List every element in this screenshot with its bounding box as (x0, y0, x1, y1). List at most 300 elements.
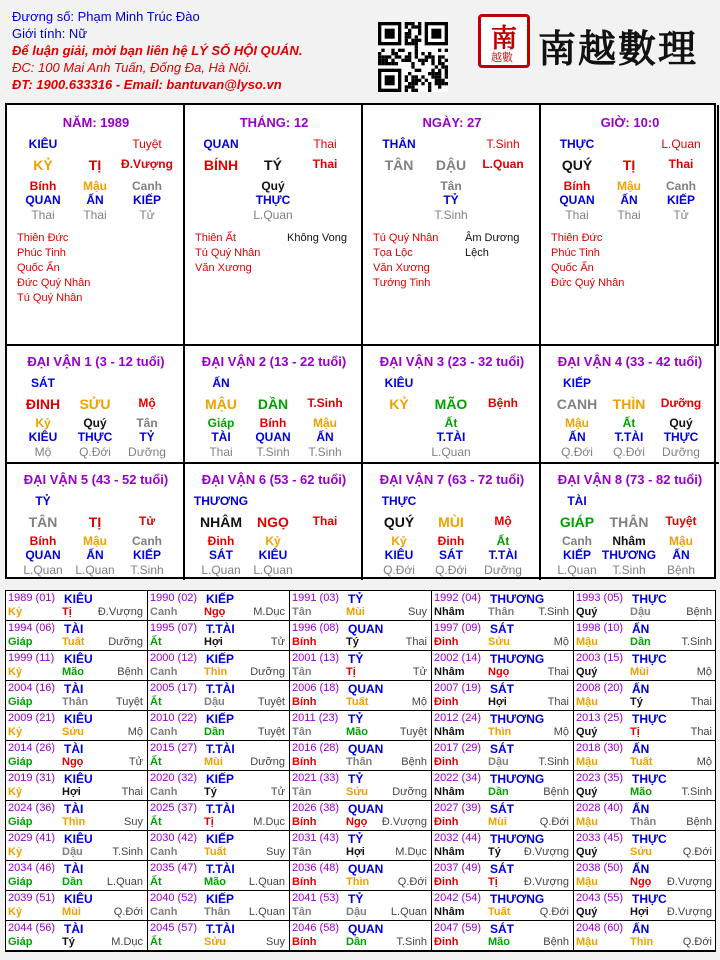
year-stage: T.Sinh (538, 756, 569, 768)
year-stem: Quý (576, 726, 598, 738)
heavenly-stem: TÂN (384, 157, 414, 173)
gender: Giới tính: Nữ (12, 26, 88, 41)
hidden-ten-god: T.TÀI (436, 430, 466, 444)
dai-van-title: ĐẠI VẬN 1 (3 - 12 tuổi) (27, 354, 165, 369)
year-label: 2031 (43) (292, 832, 340, 844)
hidden-stage: L.Quan (253, 563, 293, 577)
hidden-ten-god: KIẾP (562, 548, 591, 562)
dai-van-title: ĐẠI VẬN 8 (73 - 82 tuổi) (557, 472, 703, 487)
hidden-stage: Dưỡng (128, 445, 166, 459)
year-stem: Mậu (576, 636, 598, 648)
year-ten-god: TÀI (64, 622, 84, 636)
year-branch: Mùi (488, 816, 507, 828)
dai-van-5 (7, 462, 185, 580)
year-branch: Dậu (630, 606, 651, 618)
year-stem: Ất (150, 756, 162, 768)
year-stem: Nhâm (434, 606, 465, 618)
year-ten-god: KIÊU (64, 652, 93, 666)
svg-text:南: 南 (490, 24, 518, 54)
year-ten-god: THỰC (632, 712, 667, 726)
hidden-stem: Đinh (437, 534, 465, 548)
year-label: 1996 (08) (292, 622, 340, 634)
year-ten-god: ẤN (632, 622, 650, 636)
year-ten-god: T.TÀI (206, 742, 235, 756)
year-branch: Mùi (204, 756, 223, 768)
year-stage: Tử (270, 636, 285, 648)
dai-van-ten-god: TỶ (35, 494, 51, 508)
hidden-ten-god: KIẾP (132, 193, 161, 207)
heavenly-stem: QUÝ (561, 157, 593, 173)
year-label: 2035 (47) (150, 862, 198, 874)
year-cell (148, 921, 290, 951)
year-stage: L.Quan (106, 876, 143, 888)
dai-van-title: ĐẠI VẬN 6 (53 - 62 tuổi) (201, 472, 347, 487)
year-cell (6, 771, 148, 801)
year-label: 2024 (36) (8, 802, 56, 814)
hidden-stage: Thai (209, 445, 233, 459)
year-cell (290, 621, 432, 651)
hidden-ten-god: THỰC (255, 193, 291, 207)
year-cell (432, 771, 574, 801)
year-stem: Tân (292, 846, 312, 858)
year-stage: Mộ (553, 636, 569, 648)
year-label: 2028 (40) (576, 802, 624, 814)
hidden-stage: T.Sinh (612, 563, 646, 577)
year-ten-god: T.TÀI (206, 622, 235, 636)
year-stage: Q.Đới (539, 816, 569, 828)
year-branch: Dậu (346, 906, 367, 918)
hidden-stage: T.Sinh (434, 208, 468, 222)
hidden-ten-god: THỰC (663, 430, 699, 444)
year-stage: Bệnh (401, 756, 427, 768)
hidden-ten-god: ẤN (672, 548, 690, 562)
year-branch: Ngọ (346, 816, 368, 828)
year-ten-god: T.TÀI (206, 862, 235, 876)
hidden-stem: Canh (562, 534, 592, 548)
year-label: 2029 (41) (8, 832, 56, 844)
year-ten-god: TỶ (348, 712, 364, 726)
year-cell (574, 831, 716, 861)
year-label: 2047 (59) (434, 922, 482, 934)
year-ten-god: ẤN (632, 862, 650, 876)
dai-van-ten-god: TÀI (567, 494, 587, 508)
hidden-stem: Mậu (83, 534, 107, 548)
hidden-ten-god: TÀI (211, 430, 231, 444)
year-label: 2046 (58) (292, 922, 340, 934)
year-ten-god: THỰC (632, 652, 667, 666)
life-stage: Thai (312, 157, 338, 171)
hidden-ten-god: KIÊU (258, 548, 288, 562)
year-label: 2006 (18) (292, 682, 340, 694)
year-stem: Mậu (576, 756, 598, 768)
year-cell (6, 861, 148, 891)
hidden-stem: Đinh (207, 534, 235, 548)
star-item: Tú Quý Nhân (195, 247, 261, 259)
year-ten-god: KIÊU (64, 892, 93, 906)
year-stem: Giáp (8, 696, 33, 708)
year-branch: Tuất (62, 636, 85, 648)
hidden-ten-god: ẤN (620, 193, 638, 207)
year-label: 2016 (28) (292, 742, 340, 754)
year-stage: L.Quan (248, 906, 285, 918)
year-branch: Ngọ (204, 606, 226, 618)
year-ten-god: QUAN (348, 682, 384, 696)
dai-van-title: ĐẠI VẬN 3 (23 - 32 tuổi) (379, 354, 525, 369)
year-stem: Kỷ (8, 666, 23, 678)
year-branch: Tuất (346, 696, 369, 708)
hidden-ten-god: KIÊU (28, 430, 58, 444)
dai-van-branch: DẦN (257, 396, 289, 412)
pillar-2 (363, 105, 541, 344)
year-branch: Tý (346, 636, 359, 648)
year-ten-god: THỰC (632, 832, 667, 846)
heavenly-stem: KỶ (33, 157, 53, 173)
dai-van-8 (541, 462, 719, 580)
star-item: Thiên Ất (195, 232, 236, 244)
hidden-stem: Mậu (83, 179, 107, 193)
dai-van-stage: Bệnh (488, 396, 518, 410)
hidden-stem: Quý (83, 416, 107, 430)
year-stage: M.Dục (395, 846, 427, 858)
life-stage-stem: Tuyệt (132, 137, 162, 151)
year-stage: Thai (405, 636, 427, 648)
dai-van-title: ĐẠI VẬN 4 (33 - 42 tuổi) (557, 354, 703, 369)
hidden-stem: Giáp (207, 416, 235, 430)
dai-van-stem: QUÝ (383, 514, 415, 530)
life-stage: Thai (668, 157, 694, 171)
year-label: 1999 (11) (8, 652, 55, 664)
year-label: 2033 (45) (576, 832, 624, 844)
year-label: 2023 (35) (576, 772, 624, 784)
year-label: 2014 (26) (8, 742, 56, 754)
year-stem: Tân (292, 666, 312, 678)
year-cell (6, 801, 148, 831)
hidden-ten-god: ẤN (86, 548, 104, 562)
year-label: 2008 (20) (576, 682, 624, 694)
hidden-stage: Bệnh (666, 563, 696, 577)
hidden-stem: Ất (444, 416, 458, 430)
year-label: 2010 (22) (150, 712, 198, 724)
year-ten-god: THƯƠNG (490, 712, 545, 726)
year-stem: Đinh (434, 756, 459, 768)
year-ten-god: ẤN (632, 742, 650, 756)
hidden-stage: T.Sinh (308, 445, 342, 459)
year-cell (574, 621, 716, 651)
star-item: Đức Quý Nhân (551, 277, 625, 289)
year-stem: Nhâm (434, 786, 465, 798)
life-stage: L.Quan (482, 157, 524, 171)
pillar-1 (185, 105, 363, 344)
year-ten-god: TỶ (348, 772, 364, 786)
hidden-ten-god: TỶ (139, 430, 155, 444)
year-stem: Nhâm (434, 846, 465, 858)
year-label: 1995 (07) (150, 622, 198, 634)
year-label: 2034 (46) (8, 862, 56, 874)
year-ten-god: THỰC (632, 592, 667, 606)
year-branch: Hợi (204, 636, 223, 648)
year-stage: Tử (412, 666, 427, 678)
year-ten-god: QUAN (348, 922, 384, 936)
hidden-stem: Mậu (669, 534, 693, 548)
year-stem: Canh (150, 786, 178, 798)
year-cell (148, 711, 290, 741)
hidden-stem: Canh (132, 534, 162, 548)
year-stem: Đinh (434, 696, 459, 708)
dai-van-stem: ĐINH (25, 396, 61, 412)
year-cell (148, 771, 290, 801)
year-branch: Ngọ (630, 876, 652, 888)
year-stage: Bệnh (686, 606, 712, 618)
year-stage: Dưỡng (250, 756, 285, 768)
dai-van-stage: Tuyệt (665, 514, 697, 528)
year-cell (574, 591, 716, 621)
year-cell (432, 801, 574, 831)
star-item: Tú Quý Nhân (373, 232, 439, 244)
dai-van-title: ĐẠI VẬN 5 (43 - 52 tuổi) (23, 472, 169, 487)
dai-van-title: ĐẠI VẬN 7 (63 - 72 tuổi) (379, 472, 525, 487)
year-stem: Tân (292, 726, 312, 738)
year-label: 1994 (06) (8, 622, 56, 634)
year-stem: Nhâm (434, 906, 465, 918)
year-stem: Nhâm (434, 726, 465, 738)
hidden-stem: Kỷ (391, 534, 407, 548)
year-ten-god: THƯƠNG (490, 652, 545, 666)
hidden-stem: Bính (29, 534, 57, 548)
year-cell (290, 711, 432, 741)
year-stage: T.Sinh (681, 786, 712, 798)
year-ten-god: QUAN (348, 862, 384, 876)
year-cell (432, 711, 574, 741)
owner-name: Đương số: Phạm Minh Trúc Đào (12, 9, 200, 24)
star-item: Đức Quý Nhân (17, 277, 91, 289)
pillar-title: GIỜ: 10:0 (600, 115, 660, 130)
star-item: Phúc Tinh (551, 247, 600, 259)
year-label: 2032 (44) (434, 832, 482, 844)
address: ĐC: 100 Mai Anh Tuấn, Đống Đa, Hà Nội. (12, 60, 252, 75)
year-branch: Tý (630, 696, 643, 708)
hidden-ten-god: ẤN (568, 430, 586, 444)
year-stage: Mộ (553, 726, 569, 738)
year-ten-god: ẤN (632, 682, 650, 696)
year-cell (574, 771, 716, 801)
year-ten-god: QUAN (348, 802, 384, 816)
year-stem: Ất (150, 876, 162, 888)
hidden-stage: L.Quan (431, 445, 471, 459)
year-branch: Thân (204, 906, 231, 918)
year-branch: Mùi (62, 906, 81, 918)
heavenly-stem: BÍNH (203, 157, 239, 173)
hidden-ten-god: ẤN (86, 193, 104, 207)
year-stem: Tân (292, 906, 312, 918)
year-branch: Sửu (346, 786, 369, 798)
year-ten-god: SÁT (490, 742, 514, 756)
dai-van-2 (185, 344, 363, 462)
year-branch: Dậu (204, 696, 225, 708)
qr-code-icon (378, 22, 448, 92)
year-branch: Thìn (346, 876, 370, 888)
year-stem: Quý (576, 606, 598, 618)
year-ten-god: SÁT (490, 802, 514, 816)
year-stem: Giáp (8, 816, 33, 828)
year-stage: T.Sinh (538, 606, 569, 618)
year-stem: Quý (576, 906, 598, 918)
year-stage: Tuyệt (257, 696, 285, 708)
year-ten-god: KIẾP (206, 892, 235, 906)
dai-van-stage: Mộ (138, 396, 156, 410)
year-ten-god: TÀI (64, 862, 84, 876)
hidden-stage: Dưỡng (484, 563, 522, 577)
year-cell (432, 741, 574, 771)
year-stem: Mậu (576, 696, 598, 708)
year-label: 2015 (27) (150, 742, 198, 754)
hidden-stage: T.Sinh (256, 445, 290, 459)
year-branch: Thân (630, 816, 657, 828)
year-stage: M.Dục (253, 816, 285, 828)
year-stage: Mộ (127, 726, 143, 738)
year-label: 2039 (51) (8, 892, 56, 904)
hidden-stage: Thai (617, 208, 641, 222)
year-label: 2018 (30) (576, 742, 624, 754)
year-ten-god: KIẾP (206, 712, 235, 726)
year-branch: Tị (488, 876, 498, 888)
year-branch: Thìn (62, 816, 86, 828)
life-stage-stem: L.Quan (661, 137, 701, 151)
year-cell (6, 681, 148, 711)
ten-god-stem: QUAN (203, 137, 239, 151)
year-label: 2037 (49) (434, 862, 482, 874)
year-branch: Mùi (630, 666, 649, 678)
year-stage: Dưỡng (108, 636, 143, 648)
year-stem: Quý (576, 846, 598, 858)
year-stem: Canh (150, 726, 178, 738)
year-branch: Dậu (62, 846, 83, 858)
hidden-stage: Q.Đới (383, 563, 415, 577)
hidden-stage: Dưỡng (662, 445, 700, 459)
year-cell (290, 801, 432, 831)
year-branch: Thân (346, 756, 373, 768)
dai-van-stem: GIÁP (559, 514, 595, 530)
dai-van-stage: Mộ (494, 514, 512, 528)
year-cell (148, 741, 290, 771)
year-label: 2005 (17) (150, 682, 198, 694)
year-stage: Bệnh (543, 786, 569, 798)
year-ten-god: KIÊU (64, 712, 93, 726)
year-label: 1993 (05) (576, 592, 624, 604)
year-cell (432, 651, 574, 681)
year-label: 2003 (15) (576, 652, 624, 664)
hidden-ten-god: ẤN (316, 430, 334, 444)
star-item: Tọa Lộc (373, 247, 413, 259)
year-branch: Tuất (630, 756, 653, 768)
year-cell (574, 741, 716, 771)
year-stage: Thai (690, 726, 712, 738)
phone-email: ĐT: 1900.633316 - Email: bantuvan@lyso.vn (12, 77, 282, 92)
hidden-stage: Thai (565, 208, 589, 222)
year-branch: Dần (630, 636, 651, 648)
hidden-stage: Tử (139, 208, 155, 222)
year-label: 2025 (37) (150, 802, 198, 814)
year-label: 2030 (42) (150, 832, 198, 844)
year-ten-god: KIẾP (206, 772, 235, 786)
year-branch: Hợi (488, 696, 507, 708)
year-stage: M.Dục (253, 606, 285, 618)
contact-note: Để luận giải, mời bạn liên hệ LÝ SỐ HỘI QUÁN. (12, 43, 303, 58)
hidden-stem: Kỷ (35, 416, 51, 430)
hidden-ten-god: SÁT (439, 548, 463, 562)
year-ten-god: THƯƠNG (490, 772, 545, 786)
year-stem: Canh (150, 846, 178, 858)
year-stage: Tử (270, 786, 285, 798)
dai-van-branch: MÙI (438, 514, 464, 530)
year-branch: Tị (204, 816, 214, 828)
year-label: 1992 (04) (434, 592, 482, 604)
year-stage: Q.Đới (682, 846, 712, 858)
year-stage: Q.Đới (682, 936, 712, 948)
year-branch: Mão (62, 666, 84, 678)
year-stage: Thai (690, 696, 712, 708)
dai-van-stage: Tử (138, 514, 156, 528)
hidden-stem: Mậu (565, 416, 589, 430)
dai-van-ten-god: ẤN (212, 376, 230, 390)
hidden-ten-god: QUAN (255, 430, 291, 444)
year-stage: Tử (128, 756, 143, 768)
dai-van-branch: NGỌ (257, 514, 289, 530)
year-ten-god: KIẾP (206, 592, 235, 606)
year-cell (6, 621, 148, 651)
year-stem: Nhâm (434, 666, 465, 678)
hidden-stem: Tân (440, 179, 462, 193)
hidden-ten-god: TỶ (443, 193, 459, 207)
pillar-title: NGÀY: 27 (422, 115, 482, 130)
year-ten-god: THƯƠNG (490, 592, 545, 606)
year-cell (432, 921, 574, 951)
hidden-stage: Thai (83, 208, 107, 222)
year-branch: Tuất (488, 906, 511, 918)
year-branch: Sửu (204, 936, 227, 948)
year-stage: Thai (121, 786, 143, 798)
header-info (12, 8, 372, 93)
year-stage: Đ.Vượng (523, 876, 569, 888)
year-stage: Q.Đới (113, 906, 143, 918)
hidden-stage: Q.Đới (435, 563, 467, 577)
dai-van-ten-god: KIÊU (384, 376, 414, 390)
year-label: 2022 (34) (434, 772, 482, 784)
year-label: 2045 (57) (150, 922, 198, 934)
year-stem: Canh (150, 906, 178, 918)
year-branch: Tị (62, 606, 72, 618)
year-cell (432, 681, 574, 711)
year-stem: Bính (292, 696, 317, 708)
year-label: 2002 (14) (434, 652, 482, 664)
hidden-stem: Ất (496, 534, 510, 548)
hidden-ten-god: THỰC (77, 430, 113, 444)
hidden-stage: Q.Đới (613, 445, 645, 459)
year-branch: Dần (488, 786, 509, 798)
year-ten-god: THỰC (632, 892, 667, 906)
year-stem: Canh (150, 606, 178, 618)
hidden-stage: Tử (673, 208, 689, 222)
hidden-stem: Bính (259, 416, 287, 430)
year-label: 2017 (29) (434, 742, 482, 754)
dai-van-ten-god: THỰC (381, 494, 417, 508)
hidden-stage: L.Quan (75, 563, 115, 577)
year-stage: Đ.Vượng (97, 606, 143, 618)
hidden-ten-god: QUAN (559, 193, 595, 207)
year-cell (6, 891, 148, 921)
year-stem: Đinh (434, 936, 459, 948)
year-branch: Tý (488, 846, 501, 858)
year-cell (574, 711, 716, 741)
